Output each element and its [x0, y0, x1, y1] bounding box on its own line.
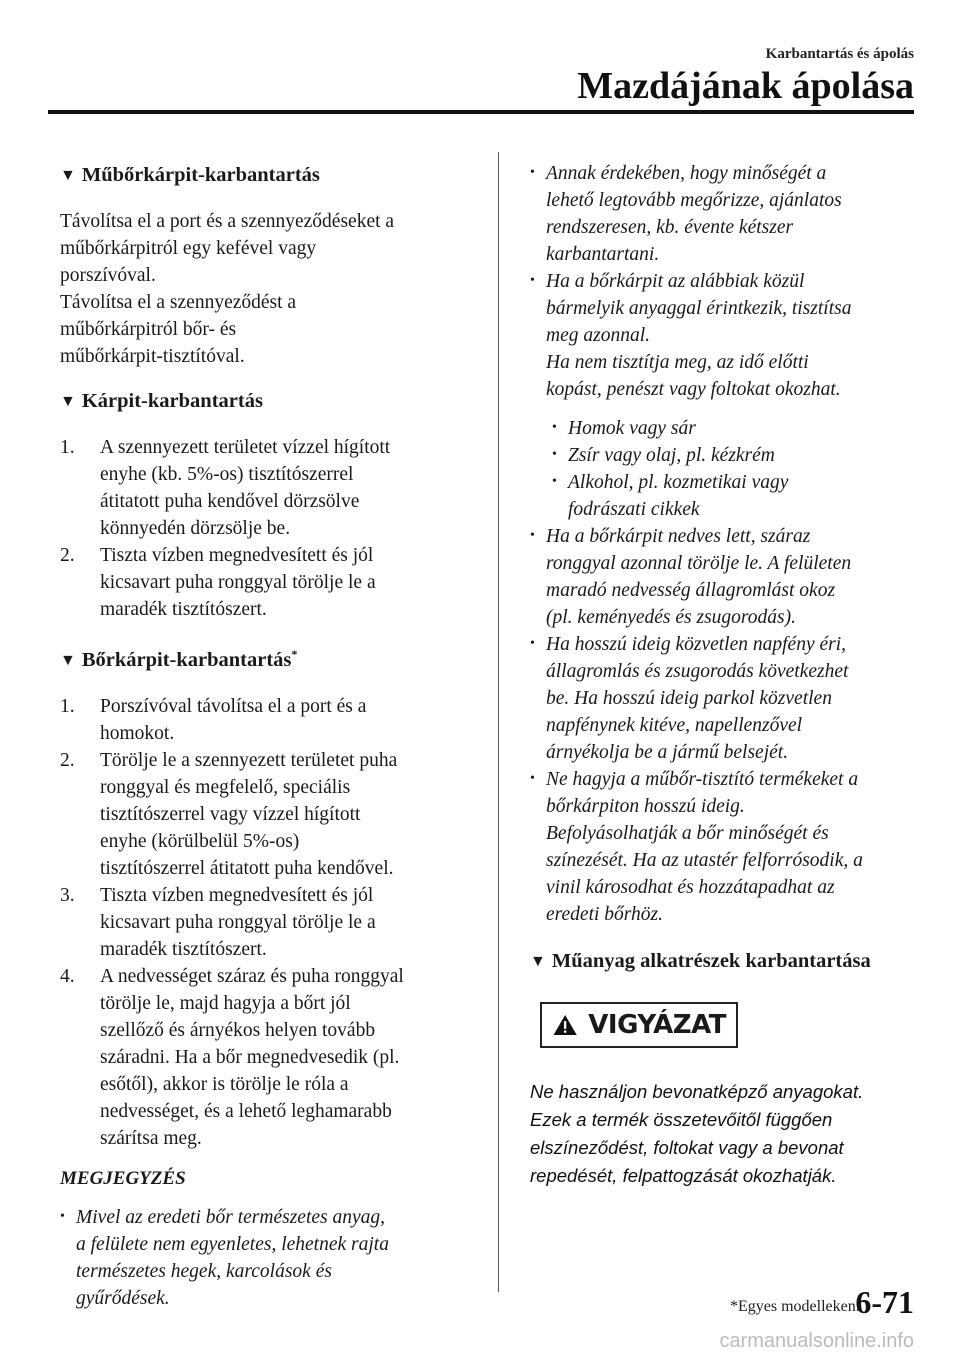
item-text	[100, 882, 376, 963]
text-line: nedvességet, és a lehető leghamarabb	[100, 1100, 392, 1122]
triangle-bullet-icon: ▼	[60, 393, 76, 410]
section-heading	[60, 639, 480, 677]
header-rule	[48, 110, 914, 114]
text-line: rendszeresen, kb. évente kétszer	[546, 217, 794, 238]
list-item	[530, 523, 920, 631]
text-line: természetes hegek, karcolások és	[76, 1260, 332, 1282]
item-number: 1.	[60, 437, 75, 458]
list-item	[530, 631, 920, 766]
text-line: esőtől), akkor is törölje le róla a	[100, 1073, 349, 1095]
bullet-icon: •	[60, 1208, 65, 1224]
text-line: Ha a bőrkárpit nedves lett, száraz	[546, 526, 811, 547]
numbered-list	[60, 434, 480, 623]
text-line: műbőrkárpitról egy kefével vagy	[60, 238, 317, 259]
watermark: carmanualsonline.info	[719, 1330, 914, 1352]
caution-label: VIGYÁZAT	[588, 1010, 726, 1040]
text-line: Ne hagyja a műbőr-tisztító termékeket a	[546, 769, 859, 790]
bullet-icon: •	[530, 165, 535, 180]
text-line: A szennyezett területet vízzel hígított	[100, 437, 391, 458]
list-item	[60, 747, 480, 882]
text-line: Zsír vagy olaj, pl. kézkrém	[568, 445, 775, 466]
text-line: árnyékolja be a jármű belsejét.	[546, 742, 789, 763]
list-item	[60, 542, 480, 623]
left-column	[60, 160, 480, 1312]
bullet-icon: •	[530, 528, 535, 543]
section-heading	[60, 386, 480, 418]
item-number: 2.	[60, 545, 75, 566]
section-heading	[60, 160, 480, 192]
text-line: tisztítószerrel vagy vízzel hígított	[100, 803, 361, 825]
text-line: Ne használjon bevonatképző anyagokat.	[530, 1081, 864, 1102]
text-line: száradni. Ha a bőr megnedvesedik (pl.	[100, 1046, 400, 1068]
section-heading	[530, 946, 920, 978]
bullet-icon: •	[552, 474, 557, 489]
text-line: homokot.	[100, 722, 175, 744]
text-line: vinil károsodhat és hozzátapadhat az	[546, 877, 835, 898]
bullet-icon: •	[552, 420, 557, 435]
text-line: be. Ha hosszú ideig parkol közvetlen	[546, 688, 832, 709]
text-line: Annak érdekében, hogy minőségét a	[546, 163, 827, 184]
section-title: Bőrkárpit-karbantartás	[81, 648, 292, 671]
text-line: maradó nedvesség állagromlást okoz	[546, 580, 836, 601]
text-line: Távolítsa el a port és a szennyeződéseket a	[60, 211, 395, 232]
text-line: ronggyal és megfelelő, speciális	[100, 776, 351, 798]
numbered-list	[60, 693, 480, 1152]
column-divider	[498, 152, 499, 1292]
footnote: *Egyes modelleken.	[730, 1298, 860, 1315]
paragraph	[60, 208, 480, 370]
caution-box	[540, 1002, 738, 1048]
footnote-mark: *	[291, 647, 298, 661]
section-title: Műbőrkárpit-karbantartás	[81, 164, 320, 186]
text-line: Tiszta vízben megnedvesített és jól	[100, 884, 374, 906]
chapter-title: Karbantartás és ápolás	[765, 46, 914, 62]
triangle-bullet-icon: ▼	[60, 651, 76, 669]
text-line: műbőrkárpitról bőr- és	[60, 319, 237, 340]
text-line: gyűrődések.	[76, 1287, 170, 1309]
text-line: karbantartani.	[546, 244, 660, 265]
text-line: tisztítószerrel átitatott puha kendővel.	[100, 857, 394, 879]
bullet-icon: •	[530, 273, 535, 288]
text-line: enyhe (kb. 5%-os) tisztítószerrel	[100, 464, 354, 485]
text-line: Porszívóval távolítsa el a port és a	[100, 695, 367, 717]
text-line: kicsavart puha ronggyal törölje le a	[100, 572, 376, 593]
item-number: 3.	[60, 884, 75, 906]
text-line: meg azonnal.	[546, 325, 650, 346]
bullet-icon: •	[530, 636, 535, 651]
list-item	[60, 882, 480, 963]
text-line: ronggyal azonnal törölje le. A felületen	[546, 553, 852, 574]
sub-bullet-list	[530, 415, 920, 523]
item-text	[100, 693, 366, 747]
text-line: Ha hosszú ideig közvetlen napfény éri,	[546, 634, 847, 655]
item-text	[100, 963, 404, 1152]
text-line: Távolítsa el a szennyeződést a	[60, 292, 297, 313]
list-item	[60, 1204, 480, 1312]
note-bullet-list	[530, 160, 920, 403]
text-line: Mivel az eredeti bőr természetes anyag,	[76, 1206, 386, 1228]
text-line: átitatott puha kendővel dörzsölve	[100, 491, 360, 512]
text-line: színezését. Ha az utastér felforrósodik, a	[546, 850, 863, 871]
text-line: porszívóval.	[60, 265, 156, 286]
list-item	[60, 963, 480, 1152]
item-number: 2.	[60, 749, 75, 771]
text-line: könnyedén dörzsölje be.	[100, 518, 291, 539]
list-item	[530, 160, 920, 268]
text-line: Ha a bőrkárpit az alábbiak közül	[546, 271, 805, 292]
text-line: Törölje le a szennyezett területet puha	[100, 749, 398, 771]
text-line: törölje le, majd hagyja a bőrt jól	[100, 992, 351, 1014]
text-line: bőrkárpiton hosszú ideig.	[546, 796, 745, 817]
triangle-bullet-icon: ▼	[60, 167, 76, 184]
list-item	[60, 693, 480, 747]
text-line: kopást, penészt vagy foltokat okozhat.	[546, 379, 841, 400]
text-line: állagromlás és zsugorodás következhet	[546, 661, 849, 682]
text-line: szárítsa meg.	[100, 1127, 202, 1149]
text-line: maradék tisztítószert.	[100, 599, 267, 620]
text-line: elszíneződést, foltokat vagy a bevonat	[530, 1137, 844, 1158]
note-title: MEGJEGYZÉS	[60, 1167, 186, 1189]
caution-text	[530, 1078, 920, 1190]
bullet-icon: •	[552, 447, 557, 462]
section-title: Kárpit-karbantartás	[81, 390, 263, 412]
text-line: Ezek a termék összetevőitől függően	[530, 1109, 833, 1130]
warning-triangle-icon	[552, 1010, 578, 1040]
page-title: Mazdájának ápolása	[577, 65, 914, 107]
list-item	[530, 268, 920, 403]
list-item	[552, 415, 920, 442]
text-line: bármelyik anyaggal érintkezik, tisztítsa	[546, 298, 852, 319]
bullet-icon: •	[530, 771, 535, 786]
note-bullet-list	[60, 1204, 480, 1312]
text-line: Befolyásolhatják a bőr minőségét és	[546, 823, 829, 844]
item-number: 4.	[60, 965, 75, 987]
item-text	[100, 542, 376, 623]
page-number: 6-71	[855, 1284, 914, 1320]
text-line: Tiszta vízben megnedvesített és jól	[100, 545, 374, 566]
list-item	[60, 434, 480, 542]
text-line: a felülete nem egyenletes, lehetnek rajta	[76, 1233, 389, 1255]
text-line: kicsavart puha ronggyal törölje le a	[100, 911, 376, 933]
text-line: lehető legtovább megőrizze, ajánlatos	[546, 190, 842, 211]
note-bullet-list	[530, 523, 920, 928]
list-item	[552, 442, 920, 469]
text-line: enyhe (körülbelül 5%-os)	[100, 830, 300, 852]
text-line: fodrászati cikkek	[568, 499, 700, 520]
item-number: 1.	[60, 695, 75, 717]
text-line: A nedvességet száraz és puha ronggyal	[100, 965, 404, 987]
list-item	[552, 469, 920, 523]
text-line: maradék tisztítószert.	[100, 938, 267, 960]
text-line: (pl. keményedés és zsugorodás).	[546, 607, 797, 628]
text-line: műbőrkárpit-tisztítóval.	[60, 346, 245, 367]
list-item	[530, 766, 920, 928]
item-text	[100, 434, 390, 542]
triangle-bullet-icon: ▼	[530, 953, 546, 970]
item-text	[100, 747, 397, 882]
section-title: Műanyag alkatrészek karbantartása	[551, 950, 871, 972]
right-column	[530, 160, 920, 1190]
text-line: Homok vagy sár	[568, 418, 696, 439]
text-line: Alkohol, pl. kozmetikai vagy	[568, 472, 789, 493]
text-line: Ha nem tisztítja meg, az idő előtti	[546, 352, 809, 373]
text-line: napfénynek kitéve, napellenzővel	[546, 715, 803, 736]
text-line: eredeti bőrhöz.	[546, 904, 663, 925]
text-line: repedését, felpattogzását okozhatják.	[530, 1165, 837, 1186]
text-line: szellőző és árnyékos helyen tovább	[100, 1019, 376, 1041]
